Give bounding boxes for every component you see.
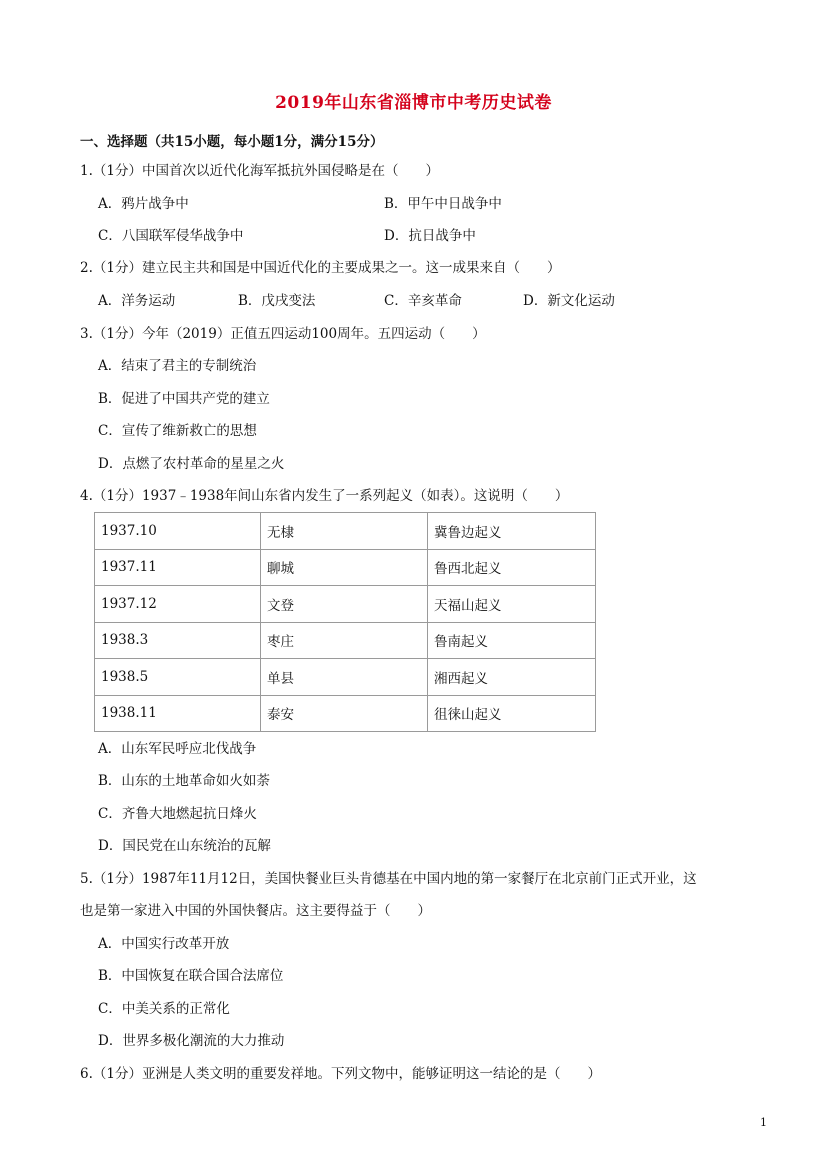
table-cell-date: 1937.10 xyxy=(95,513,261,550)
question-5-option-c[interactable]: C．中美关系的正常化 xyxy=(98,1001,230,1017)
question-1-option-d[interactable]: D．抗日战争中 xyxy=(384,228,476,244)
question-6-stem: 6.（1分）亚洲是人类文明的重要发祥地。下列文物中，能够证明这一结论的是（ ） xyxy=(80,1066,601,1082)
table-row xyxy=(95,549,596,586)
question-2-option-a[interactable]: A．洋务运动 xyxy=(98,293,176,309)
table-row xyxy=(95,622,596,659)
question-5-stem-line-1: 5.（1分）1987年11月12日，美国快餐业巨头肯德基在中国内地的第一家餐厅在北京前门正式开业，这 xyxy=(80,871,697,887)
question-4-option-d[interactable]: D．国民党在山东统治的瓦解 xyxy=(98,838,271,854)
table-cell-event: 冀鲁边起义 xyxy=(428,513,596,550)
table-cell-place: 泰安 xyxy=(261,695,428,732)
table-cell-date: 1938.11 xyxy=(95,695,261,732)
table-cell-event: 湘西起义 xyxy=(428,659,596,696)
question-2-option-d[interactable]: D．新文化运动 xyxy=(523,293,615,309)
uprisings-table xyxy=(94,512,596,732)
question-4-option-a[interactable]: A．山东军民呼应北伐战争 xyxy=(98,741,257,757)
table-row xyxy=(95,513,596,550)
question-2-option-b[interactable]: B．戊戌变法 xyxy=(238,293,316,309)
table-row xyxy=(95,586,596,623)
table-cell-date: 1937.12 xyxy=(95,586,261,623)
table-cell-place: 无棣 xyxy=(261,513,428,550)
table-row xyxy=(95,659,596,696)
question-3-option-b[interactable]: B．促进了中国共产党的建立 xyxy=(98,391,270,407)
table-cell-event: 鲁西北起义 xyxy=(428,549,596,586)
question-1-option-a[interactable]: A．鸦片战争中 xyxy=(98,196,189,212)
question-5-option-b[interactable]: B．中国恢复在联合国合法席位 xyxy=(98,968,284,984)
question-5-option-a[interactable]: A．中国实行改革开放 xyxy=(98,936,230,952)
question-1-stem: 1.（1分）中国首次以近代化海军抵抗外国侵略是在（ ） xyxy=(80,163,439,179)
question-3-option-c[interactable]: C．宣传了维新救亡的思想 xyxy=(98,423,257,439)
question-3-stem: 3.（1分）今年（2019）正值五四运动100周年。五四运动（ ） xyxy=(80,326,486,342)
table-cell-place: 枣庄 xyxy=(261,622,428,659)
question-2-stem: 2.（1分）建立民主共和国是中国近代化的主要成果之一。这一成果来自（ ） xyxy=(80,260,561,276)
question-3-option-a[interactable]: A．结束了君主的专制统治 xyxy=(98,358,257,374)
table-cell-place: 聊城 xyxy=(261,549,428,586)
table-cell-place: 文登 xyxy=(261,586,428,623)
question-3-option-d[interactable]: D．点燃了农村革命的星星之火 xyxy=(98,456,285,472)
table-cell-date: 1937.11 xyxy=(95,549,261,586)
question-2-option-c[interactable]: C．辛亥革命 xyxy=(384,293,462,309)
table-cell-date: 1938.3 xyxy=(95,622,261,659)
question-5-stem-line-2: 也是第一家进入中国的外国快餐店。这主要得益于（ ） xyxy=(80,903,431,919)
table-row xyxy=(95,695,596,732)
table-cell-event: 天福山起义 xyxy=(428,586,596,623)
table-cell-place: 单县 xyxy=(261,659,428,696)
table-cell-event: 鲁南起义 xyxy=(428,622,596,659)
section-heading: 一、选择题（共15小题，每小题1分，满分15分） xyxy=(80,134,384,150)
table-cell-date: 1938.5 xyxy=(95,659,261,696)
exam-title: 2019年山东省淄博市中考历史试卷 xyxy=(275,93,552,113)
question-1-option-c[interactable]: C．八国联军侵华战争中 xyxy=(98,228,244,244)
question-1-option-b[interactable]: B．甲午中日战争中 xyxy=(384,196,502,212)
page-number: 1 xyxy=(760,1116,767,1129)
question-4-option-b[interactable]: B．山东的土地革命如火如荼 xyxy=(98,773,270,789)
question-4-stem: 4.（1分）1937﹣1938年间山东省内发生了一系列起义（如表）。这说明（ ） xyxy=(80,488,569,504)
question-4-option-c[interactable]: C．齐鲁大地燃起抗日烽火 xyxy=(98,806,257,822)
table-cell-event: 徂徕山起义 xyxy=(428,695,596,732)
question-5-option-d[interactable]: D．世界多极化潮流的大力推动 xyxy=(98,1033,285,1049)
